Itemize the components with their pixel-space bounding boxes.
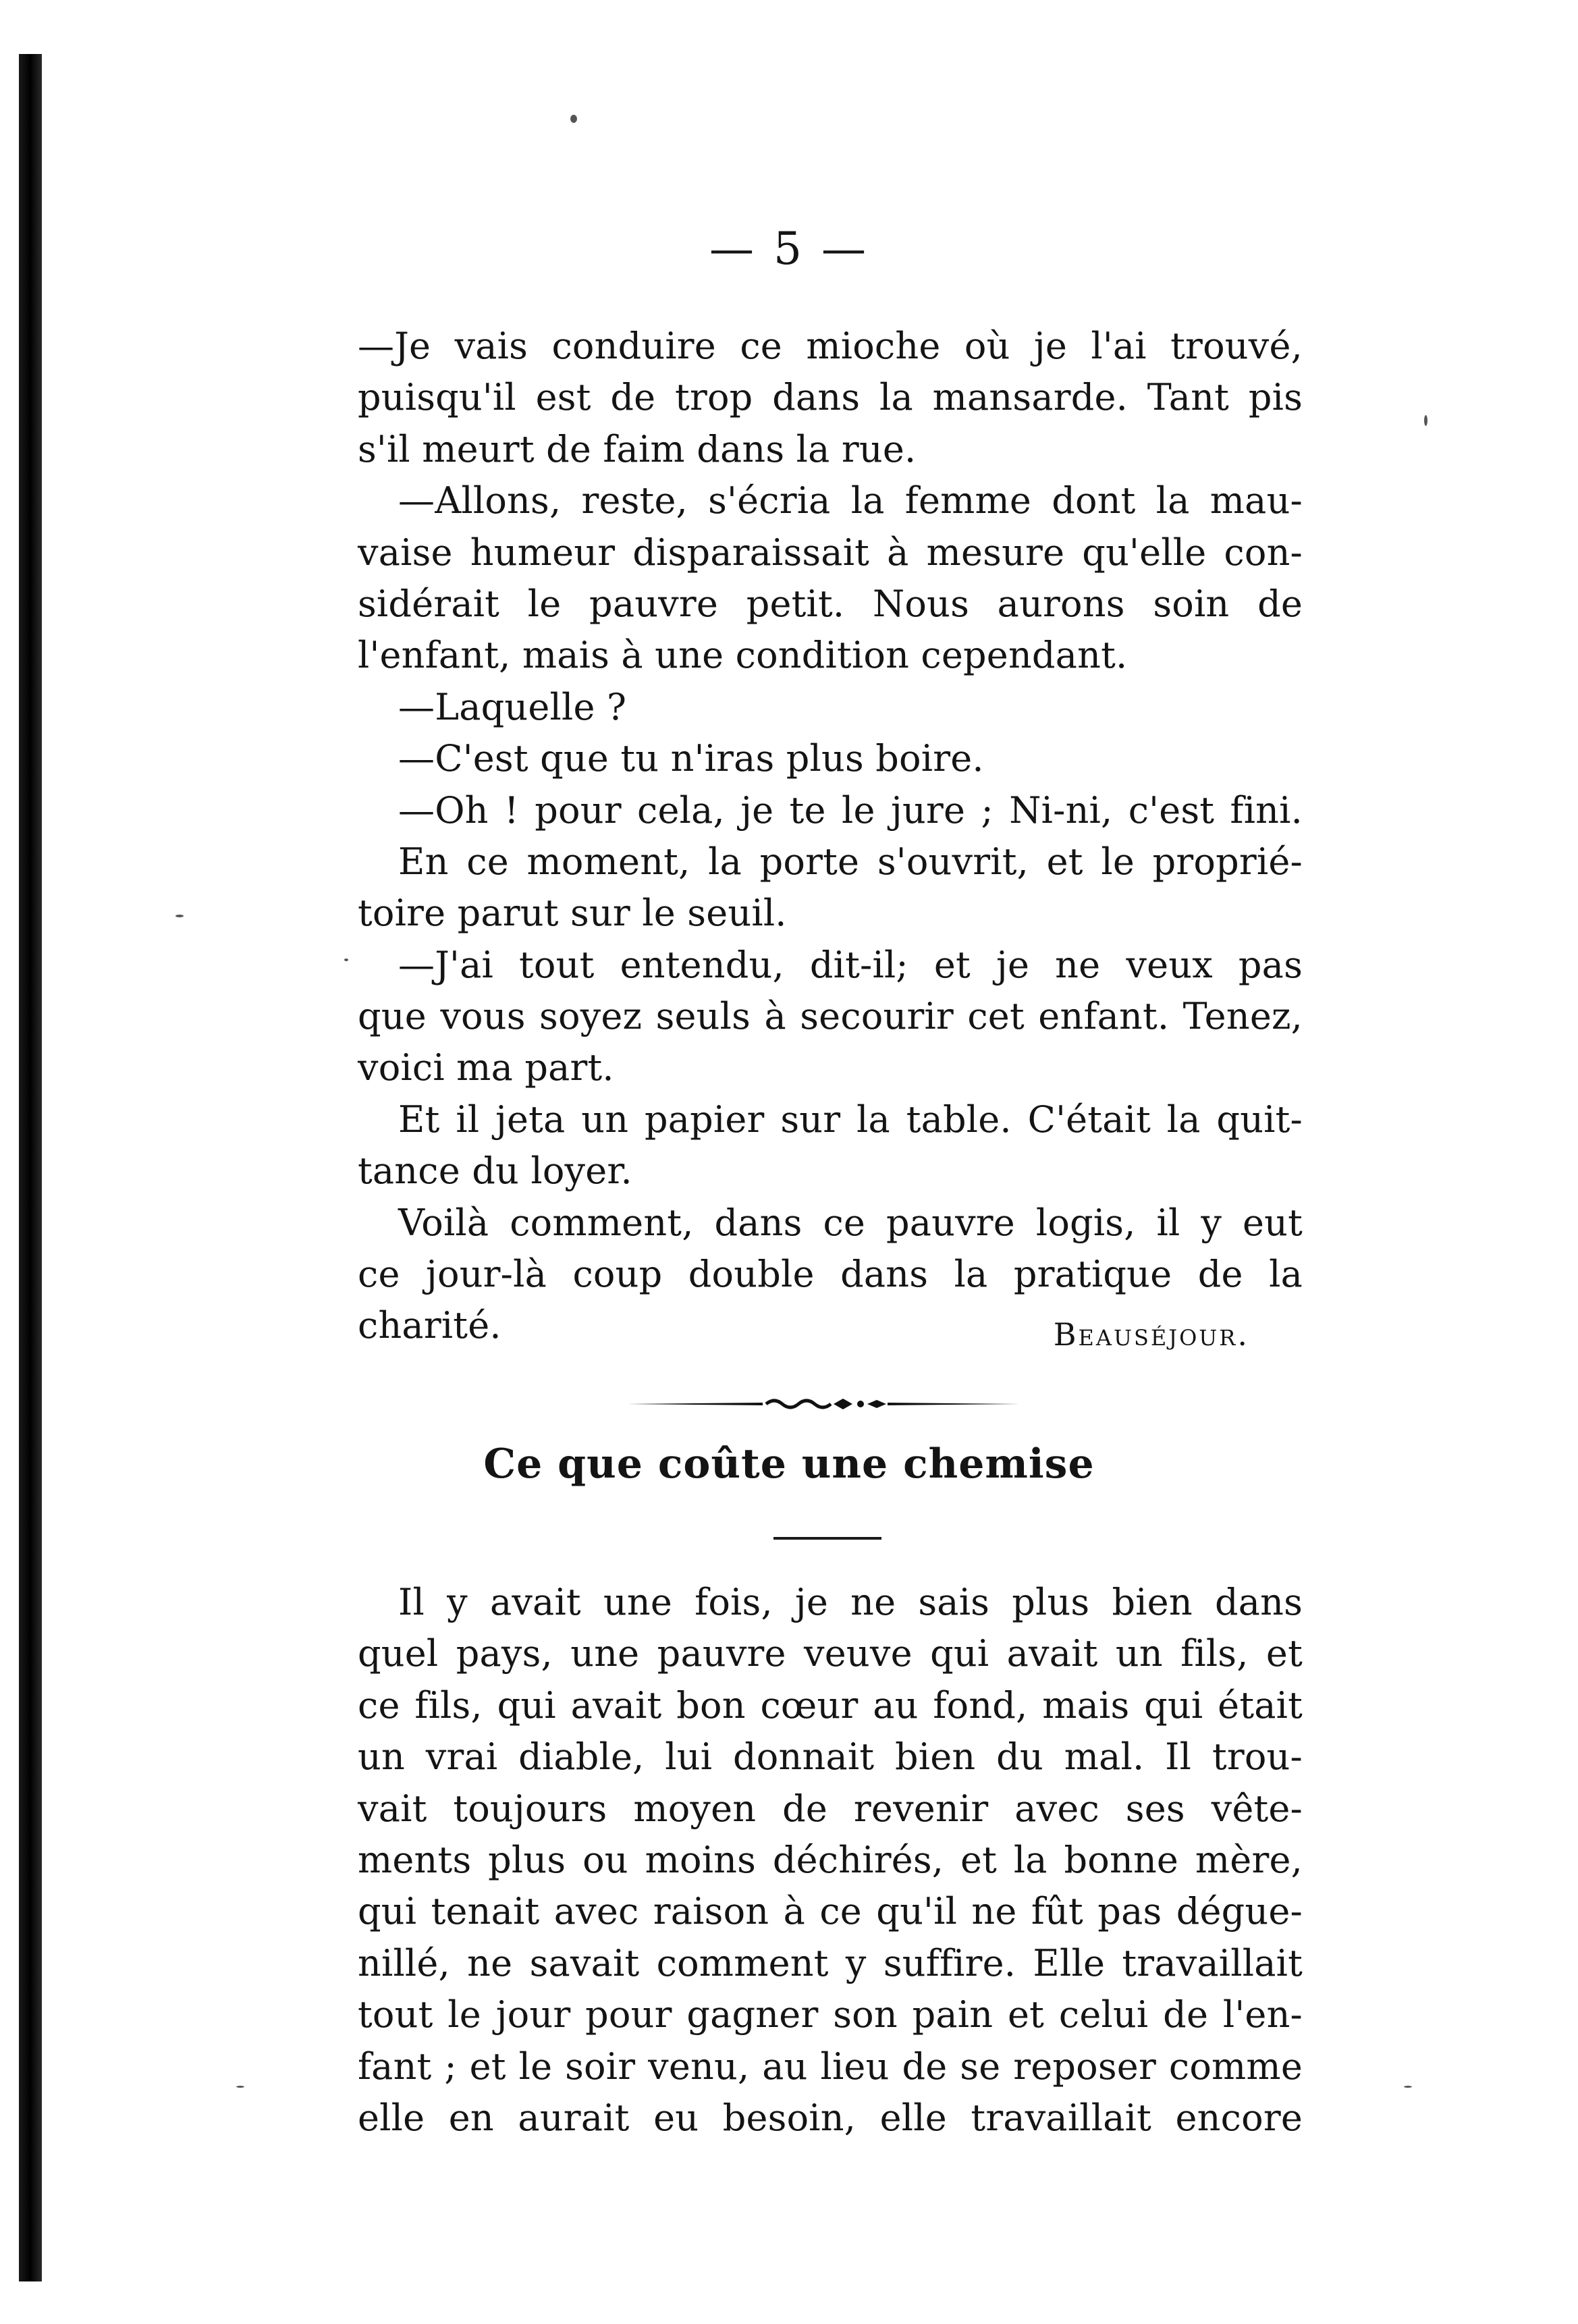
text-line: tance du loyer. [358,1150,632,1193]
print-speck [344,958,348,961]
text-line: —Laquelle ? [398,685,627,728]
text-line: —Je vais conduire ce mioche où je l'ai trouvé, [358,325,1303,367]
text-line: ce fils, qui avait bon cœur au fond, mais qui était [358,1683,1303,1727]
story-ending-text [358,321,1303,1352]
text-line: —C'est que tu n'iras plus boire. [398,737,984,780]
text-line: un vrai diable, lui donnait bien du mal. Il trou- [358,1735,1303,1779]
text-line: elle en aurait eu besoin, elle travaillait encore [358,2096,1303,2139]
text-line: fant ; et le soir venu, au lieu de se reposer comme [358,2045,1303,2088]
text-line: vait toujours moyen de revenir avec ses vête- [358,1787,1303,1830]
text-line: nillé, ne savait comment y suffire. Elle travaillait [358,1941,1303,1984]
text-line: que vous soyez seuls à secourir cet enfant. Tenez, [358,995,1303,1038]
section-divider-ornament [628,1396,1019,1412]
text-line: puisqu'il est de trop dans la mansarde. Tant pis [358,376,1303,419]
author-signature: Beauséjour. [1053,1316,1249,1353]
page-number: — 5 — [709,223,869,275]
text-line: charité. [358,1304,501,1347]
text-line: ments plus ou moins déchirés, et la bonne mère, [358,1838,1303,1881]
text-line: voici ma part. [358,1046,614,1089]
text-line: tout le jour pour gagner son pain et celui de l'en- [358,1993,1303,2036]
text-line: —Allons, reste, s'écria la femme dont la mau- [398,479,1303,522]
print-speck [1424,415,1427,426]
print-speck [1404,2086,1412,2088]
text-line: ce jour-là coup double dans la pratique de la [358,1253,1303,1296]
text-line: En ce moment, la porte s'ouvrit, et le proprié- [398,840,1303,883]
story-title: Ce que coûte une chemise [483,1440,1095,1488]
text-line: Et il jeta un papier sur la table. C'était la quit- [398,1098,1303,1141]
print-speck [570,115,577,123]
text-line: vaise humeur disparaissait à mesure qu'elle con- [358,531,1303,574]
book-binding-edge [19,54,42,2281]
text-line: quel pays, une pauvre veuve qui avait un fils, et [358,1632,1303,1675]
print-speck [236,2086,244,2088]
title-underline-rule [773,1537,881,1540]
text-line: —J'ai tout entendu, dit-il; et je ne veux pas [398,943,1303,986]
text-line: Voilà comment, dans ce pauvre logis, il y eut [398,1201,1303,1244]
text-line: s'il meurt de faim dans la rue. [358,427,917,470]
text-line: l'enfant, mais à une condition cependant. [358,634,1128,677]
story-opening-text [358,1577,1303,2144]
print-speck [175,915,184,917]
text-line: qui tenait avec raison à ce qu'il ne fût pas dégue- [358,1890,1303,1933]
text-line: —Oh ! pour cela, je te le jure ; Ni-ni, c'est fini. [398,788,1303,832]
text-line: Il y avait une fois, je ne sais plus bien dans [398,1581,1303,1623]
text-line: toire parut sur le seuil. [358,892,787,935]
text-line: sidérait le pauvre petit. Nous aurons soin de [358,582,1303,625]
